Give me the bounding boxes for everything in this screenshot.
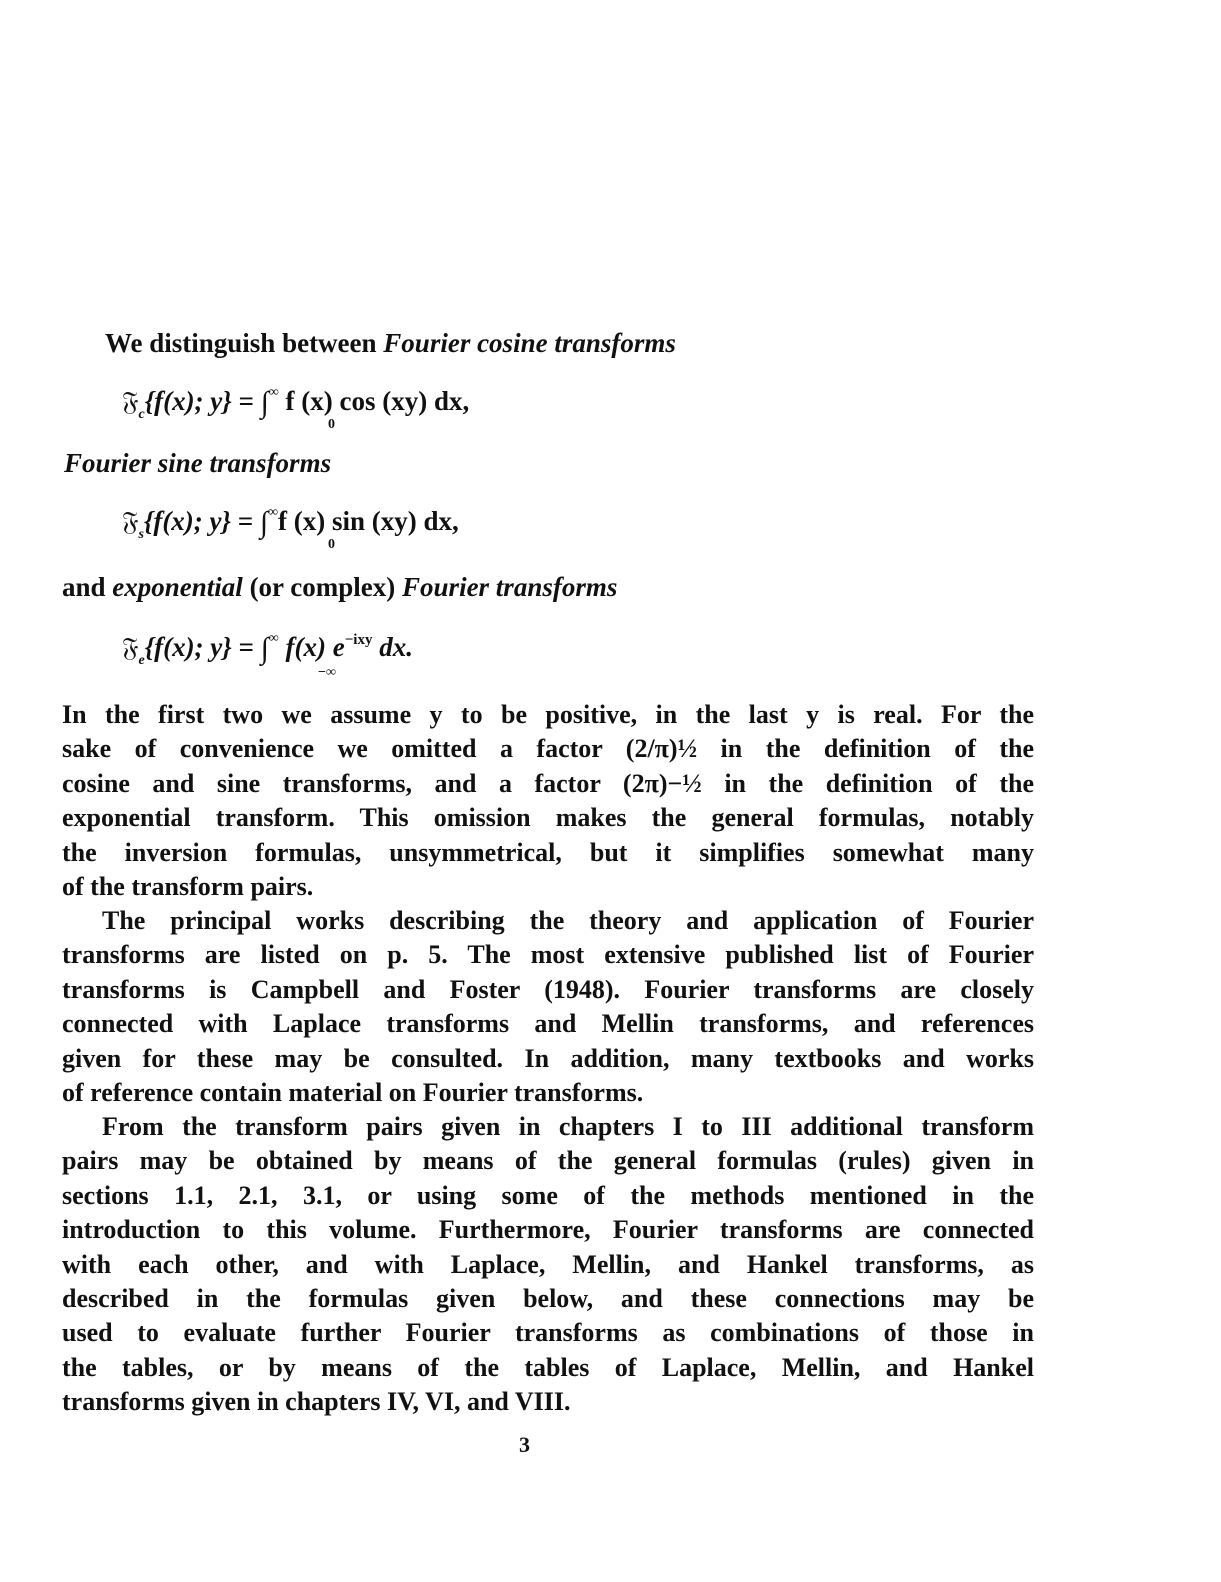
lower-limit: −∞ bbox=[318, 665, 336, 680]
integral-sign: ∫ bbox=[260, 632, 269, 665]
subscript-s: s bbox=[138, 527, 144, 542]
paragraph-definitions-note bbox=[62, 698, 1034, 904]
text-line: connected with Laplace transforms and Mellin transforms, and references bbox=[62, 1009, 1034, 1039]
text-line: used to evaluate further Fourier transforms as combinations of those in bbox=[62, 1318, 1034, 1348]
text-line: cosine and sine transforms, and a factor (2π)−½ in the definition of the bbox=[62, 768, 1034, 798]
term-fourier-cosine: Fourier cosine transforms bbox=[383, 328, 676, 358]
intro-lead: We distinguish between bbox=[105, 328, 384, 358]
paragraph-transform-pairs bbox=[62, 1110, 1034, 1420]
subscript-c: c bbox=[138, 407, 145, 422]
exponent: −ixy bbox=[344, 632, 373, 648]
lhs: {f(x); y} = bbox=[144, 386, 261, 416]
text-line: pairs may be obtained by means of the general formulas (rules) given in bbox=[62, 1146, 1034, 1176]
text-line: given for these may be consulted. In addition, many textbooks and works bbox=[62, 1043, 1034, 1073]
text-line: introduction to this volume. Furthermore, Fourier transforms are connected bbox=[62, 1215, 1034, 1245]
exponential-line bbox=[62, 570, 617, 604]
sine-label: Fourier sine transforms bbox=[64, 448, 332, 478]
upper-limit: ∞ bbox=[268, 631, 279, 646]
fourier-symbol: 𝔉 bbox=[122, 633, 139, 663]
fourier-symbol: 𝔉 bbox=[122, 507, 139, 537]
lhs: {f(x); y} = bbox=[144, 632, 261, 662]
equation-exponential-transform bbox=[122, 630, 413, 680]
fourier-symbol: 𝔉 bbox=[122, 387, 139, 417]
term-fourier-transforms: Fourier transforms bbox=[402, 572, 618, 602]
text-line: the tables, or by means of the tables of Laplace, Mellin, and Hankel bbox=[62, 1352, 1034, 1382]
integral-sign: ∫ bbox=[260, 386, 269, 419]
page-number: 3 bbox=[519, 1432, 530, 1457]
term-exponential: exponential bbox=[112, 572, 243, 602]
text-and: and bbox=[62, 572, 113, 602]
text-line: In the first two we assume y to be positive, in the last y is real. For the bbox=[62, 700, 1034, 729]
paragraph-principal-works bbox=[62, 904, 1034, 1110]
text-line: transforms given in chapters IV, VI, and VIII. bbox=[62, 1387, 571, 1417]
upper-limit: ∞ bbox=[268, 505, 279, 520]
intro-line bbox=[105, 326, 676, 360]
text-line: sections 1.1, 2.1, 3.1, or using some of the methods mentioned in the bbox=[62, 1180, 1034, 1210]
integral-sign: ∫ bbox=[259, 506, 269, 539]
text-line: with each other, and with Laplace, Mellin, and Hankel transforms, as bbox=[62, 1249, 1034, 1279]
text-line: sake of convenience we omitted a factor (2/π)½ in the definition of the bbox=[62, 734, 1034, 764]
subscript-e: e bbox=[138, 653, 145, 668]
lhs: {f(x); y} = bbox=[143, 506, 260, 536]
text-line: described in the formulas given below, and these connections may be bbox=[62, 1283, 1034, 1313]
text-line: transforms are listed on p. 5. The most extensive published list of Fourier bbox=[62, 940, 1034, 970]
text-line: The principal works describing the theory and application of Fourier bbox=[102, 906, 1034, 935]
rhs: f (x) cos (xy) dx, bbox=[278, 386, 470, 416]
equation-cosine-transform bbox=[122, 384, 470, 432]
text-line: of reference contain material on Fourier transforms. bbox=[62, 1077, 644, 1107]
text-or-complex: (or complex) bbox=[242, 572, 403, 602]
text-line: transforms is Campbell and Foster (1948). Fourier transforms are closely bbox=[62, 974, 1034, 1004]
equation-sine-transform bbox=[122, 504, 459, 552]
lower-limit: 0 bbox=[328, 537, 335, 552]
rhs-dx: dx. bbox=[372, 632, 413, 662]
text-line: the inversion formulas, unsymmetrical, but it simplifies somewhat many bbox=[62, 837, 1034, 867]
text-line: of the transform pairs. bbox=[62, 871, 314, 901]
upper-limit: ∞ bbox=[268, 385, 279, 400]
rhs: f (x) sin (xy) dx, bbox=[278, 506, 459, 536]
rhs: f(x) e bbox=[278, 632, 345, 662]
text-line: exponential transform. This omission makes the general formulas, notably bbox=[62, 803, 1034, 833]
lower-limit: 0 bbox=[328, 417, 335, 432]
text-line: From the transform pairs given in chapters I to III additional transform bbox=[102, 1112, 1034, 1141]
